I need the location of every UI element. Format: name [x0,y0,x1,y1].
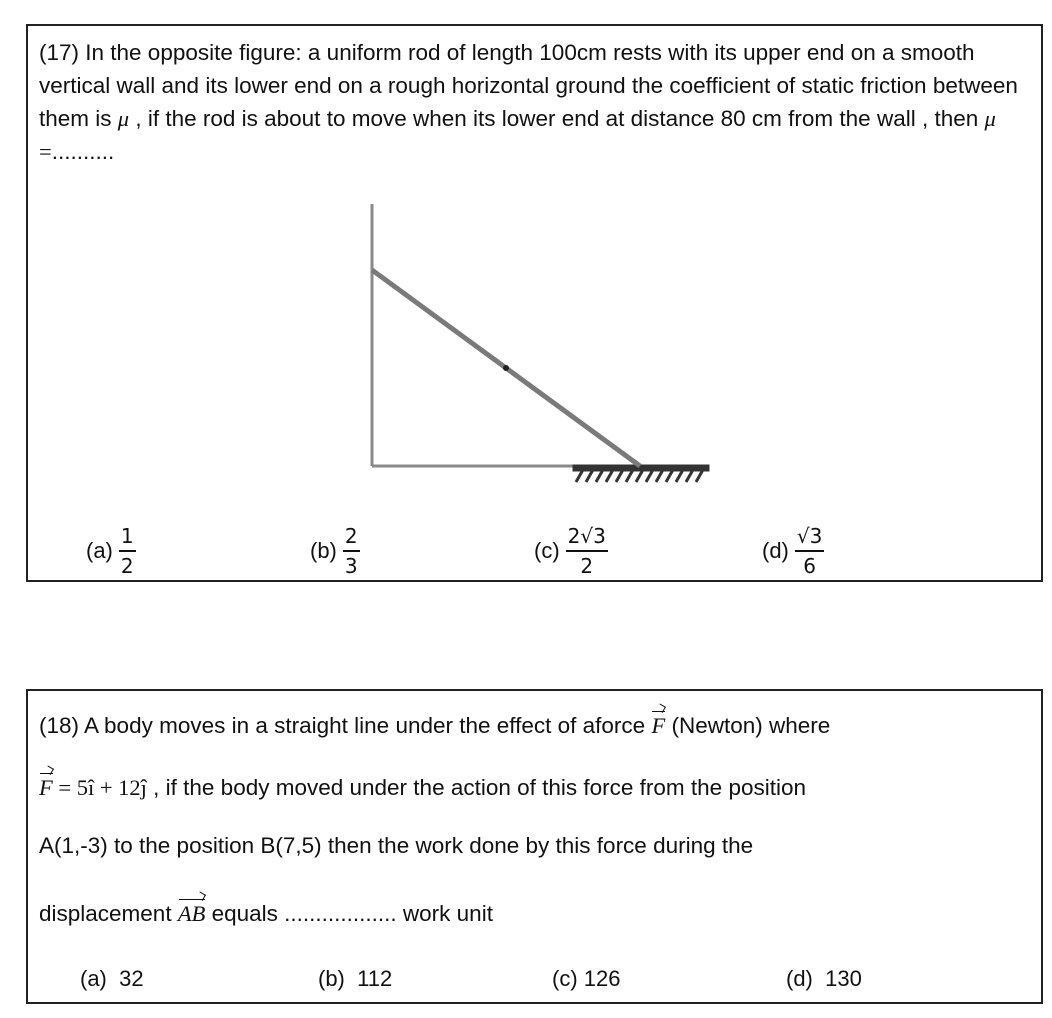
mu-symbol: μ [117,106,130,131]
question-18-box [26,689,1043,1004]
force-vector-symbol: F [651,709,665,739]
option-a[interactable]: (a) 32 [80,966,144,991]
option-c[interactable]: (c) 126 [552,966,621,991]
rod-wall-figure [358,198,718,498]
rough-ground-hatching [574,466,708,482]
fraction: $\frac{2}{3}$ [344,524,358,578]
question-17-box [26,24,1043,582]
option-d[interactable]: (d) 130 [786,966,862,991]
question-17-text: (17) In the opposite figure: a uniform rod of length 100cm rests with its upper end on a smooth vertical wall and its lower end on a rough horizontal ground the coefficient of static friction between them is μ , if the rod is about to move when its lower end at distance 80 cm from the wall , then μ =.......... [39,40,1018,164]
fraction: $\frac{2√3}{2}$ [567,524,606,578]
option-a[interactable]: (a) $\frac{1}{2}$ [86,524,134,578]
fraction: $\frac{√3}{6}$ [796,524,823,578]
option-b[interactable]: (b) $\frac{2}{3}$ [310,524,358,578]
question-18-line-4: displacement AB equals .................. work unit [39,897,493,927]
question-18-line-2: F = 5î + 12ĵ , if the body moved under the action of this force from the position [39,771,806,801]
rod-midpoint [503,365,509,371]
question-18-line-1: (18) A body moves in a straight line under the effect of aforce F (Newton) where [39,709,830,739]
option-c[interactable]: (c) $\frac{2√3}{2}$ [534,524,606,578]
answer-blank: .......... [51,139,115,164]
displacement-vector-symbol: AB [178,897,206,927]
option-b[interactable]: (b) 112 [318,966,393,991]
question-18-line-3: A(1,-3) to the position B(7,5) then the work done by this force during the [39,833,754,858]
option-d[interactable]: (d) $\frac{√3}{6}$ [762,524,823,578]
force-equation: = 5î + 12ĵ [52,775,147,800]
fraction: $\frac{1}{2}$ [120,524,134,578]
